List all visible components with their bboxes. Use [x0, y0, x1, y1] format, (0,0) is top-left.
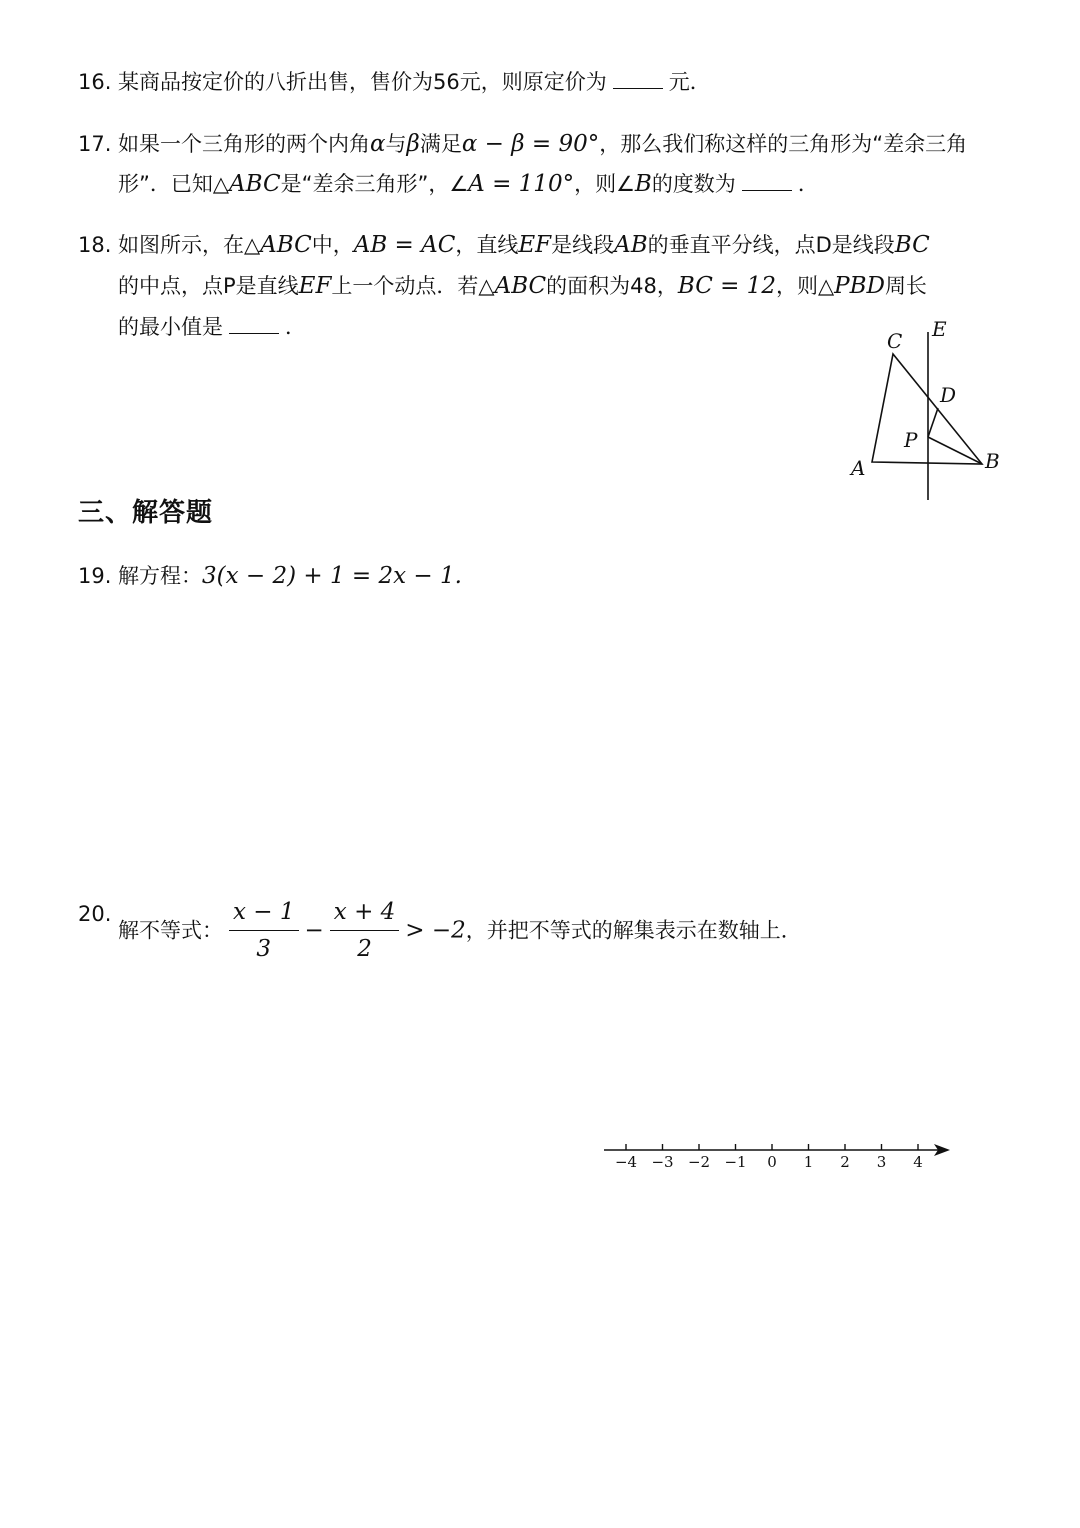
number-line-tick-label: −4 [614, 1153, 638, 1171]
question-text: 解方程： [118, 564, 202, 588]
math-ef: EF [298, 273, 332, 299]
segment-pd [928, 408, 938, 437]
question-16 [78, 62, 711, 102]
number-line-tick-label: −1 [724, 1153, 747, 1171]
math-ef: EF [518, 232, 552, 258]
text-segment: 的度数为 [651, 172, 736, 196]
question-text: 解不等式： [118, 918, 223, 943]
text-segment: 是线段 [551, 233, 615, 257]
text-segment: ，那么我们称这样的三角形为“差余三角 [599, 132, 968, 156]
math-abc: ABC [494, 273, 547, 299]
text-segment: 与 [385, 132, 407, 156]
text-segment: 满足 [419, 132, 462, 156]
section-title: 三、解答题 [78, 498, 214, 528]
question-17-line2 [118, 164, 819, 204]
question-20 [78, 896, 802, 965]
label-e: E [932, 317, 947, 341]
question-tail: 元． [668, 70, 711, 94]
question-tail: ． [285, 315, 306, 339]
number-line-ticks [615, 1144, 923, 1171]
math-equation: 3(x − 2) + 1 = 2x − 1. [202, 563, 462, 589]
label-d: D [940, 383, 957, 407]
question-number: 19. [78, 564, 112, 588]
number-line [598, 1136, 958, 1176]
answer-blank[interactable] [742, 172, 792, 191]
label-c: C [887, 329, 903, 353]
math-pbd: PBD [834, 273, 885, 299]
text-segment: 的面积为48， [546, 274, 678, 298]
text-segment: 周长 [884, 274, 927, 298]
question-number: 18. [78, 233, 112, 257]
triangle-abc [872, 354, 982, 464]
fraction-denominator: 3 [256, 936, 272, 962]
math-abc: ABC [229, 171, 281, 197]
triangle-figure [840, 312, 1040, 507]
text-segment: 上一个动点．若△ [331, 274, 495, 298]
text-segment: 如图所示，在△ [118, 233, 261, 257]
math-alpha: α [370, 131, 386, 157]
math-bc: BC [894, 232, 930, 258]
fraction-numerator: x − 1 [229, 896, 299, 931]
label-a: A [851, 456, 866, 480]
fraction-numerator: x + 4 [330, 896, 400, 931]
text-segment: ，则△ [775, 274, 835, 298]
text-segment: 是“差余三角形”，∠ [280, 172, 469, 196]
answer-blank[interactable] [229, 315, 279, 334]
segment-pb [928, 437, 982, 464]
number-line-tick-label: −3 [651, 1153, 674, 1171]
question-18-line2 [118, 266, 927, 306]
number-line-tick-label: 3 [876, 1153, 887, 1171]
question-19 [78, 556, 462, 596]
number-line-tick-label: 1 [803, 1153, 814, 1171]
math-angle-a: A = 110° [468, 171, 575, 197]
fraction-2 [330, 896, 400, 965]
math-abc: ABC [260, 232, 312, 258]
number-line-tick-label: −2 [687, 1153, 711, 1171]
text-segment: 的最小值是 [118, 315, 223, 339]
fraction-1 [229, 896, 299, 965]
text-segment: 的中点，点P是直线 [118, 274, 299, 298]
math-rhs: > −2 [405, 917, 466, 944]
math-b: B [634, 171, 652, 197]
text-segment: 的垂直平分线，点D是线段 [647, 233, 895, 257]
question-17 [78, 124, 967, 164]
math-beta: β [406, 131, 420, 157]
math-expression: BC = 12 [677, 273, 776, 299]
question-number: 16. [78, 70, 112, 94]
math-minus: − [304, 917, 324, 944]
math-expression: α − β = 90° [461, 131, 600, 157]
math-expression: AB = AC [353, 232, 456, 258]
text-segment: 中， [311, 233, 354, 257]
question-number: 20. [78, 902, 112, 926]
question-text: 某商品按定价的八折出售，售价为56元，则原定价为 [118, 70, 607, 94]
number-line-tick-label: 4 [913, 1153, 923, 1171]
label-p: P [904, 428, 918, 452]
text-segment: ，直线 [455, 233, 519, 257]
question-tail: ． [797, 172, 819, 196]
answer-blank[interactable] [613, 70, 663, 89]
math-ab: AB [614, 232, 648, 258]
number-line-tick-label: 0 [767, 1153, 777, 1171]
text-segment: 形”．已知△ [118, 172, 230, 196]
fraction-denominator: 2 [357, 936, 372, 962]
question-18-line3 [118, 307, 306, 347]
question-number: 17. [78, 132, 112, 156]
label-b: B [985, 449, 1000, 473]
question-tail: ，并把不等式的解集表示在数轴上． [465, 918, 802, 943]
question-18 [78, 225, 930, 265]
number-line-tick-label: 2 [840, 1153, 850, 1171]
text-segment: ，则∠ [574, 172, 635, 196]
text-segment: 如果一个三角形的两个内角 [118, 132, 370, 156]
